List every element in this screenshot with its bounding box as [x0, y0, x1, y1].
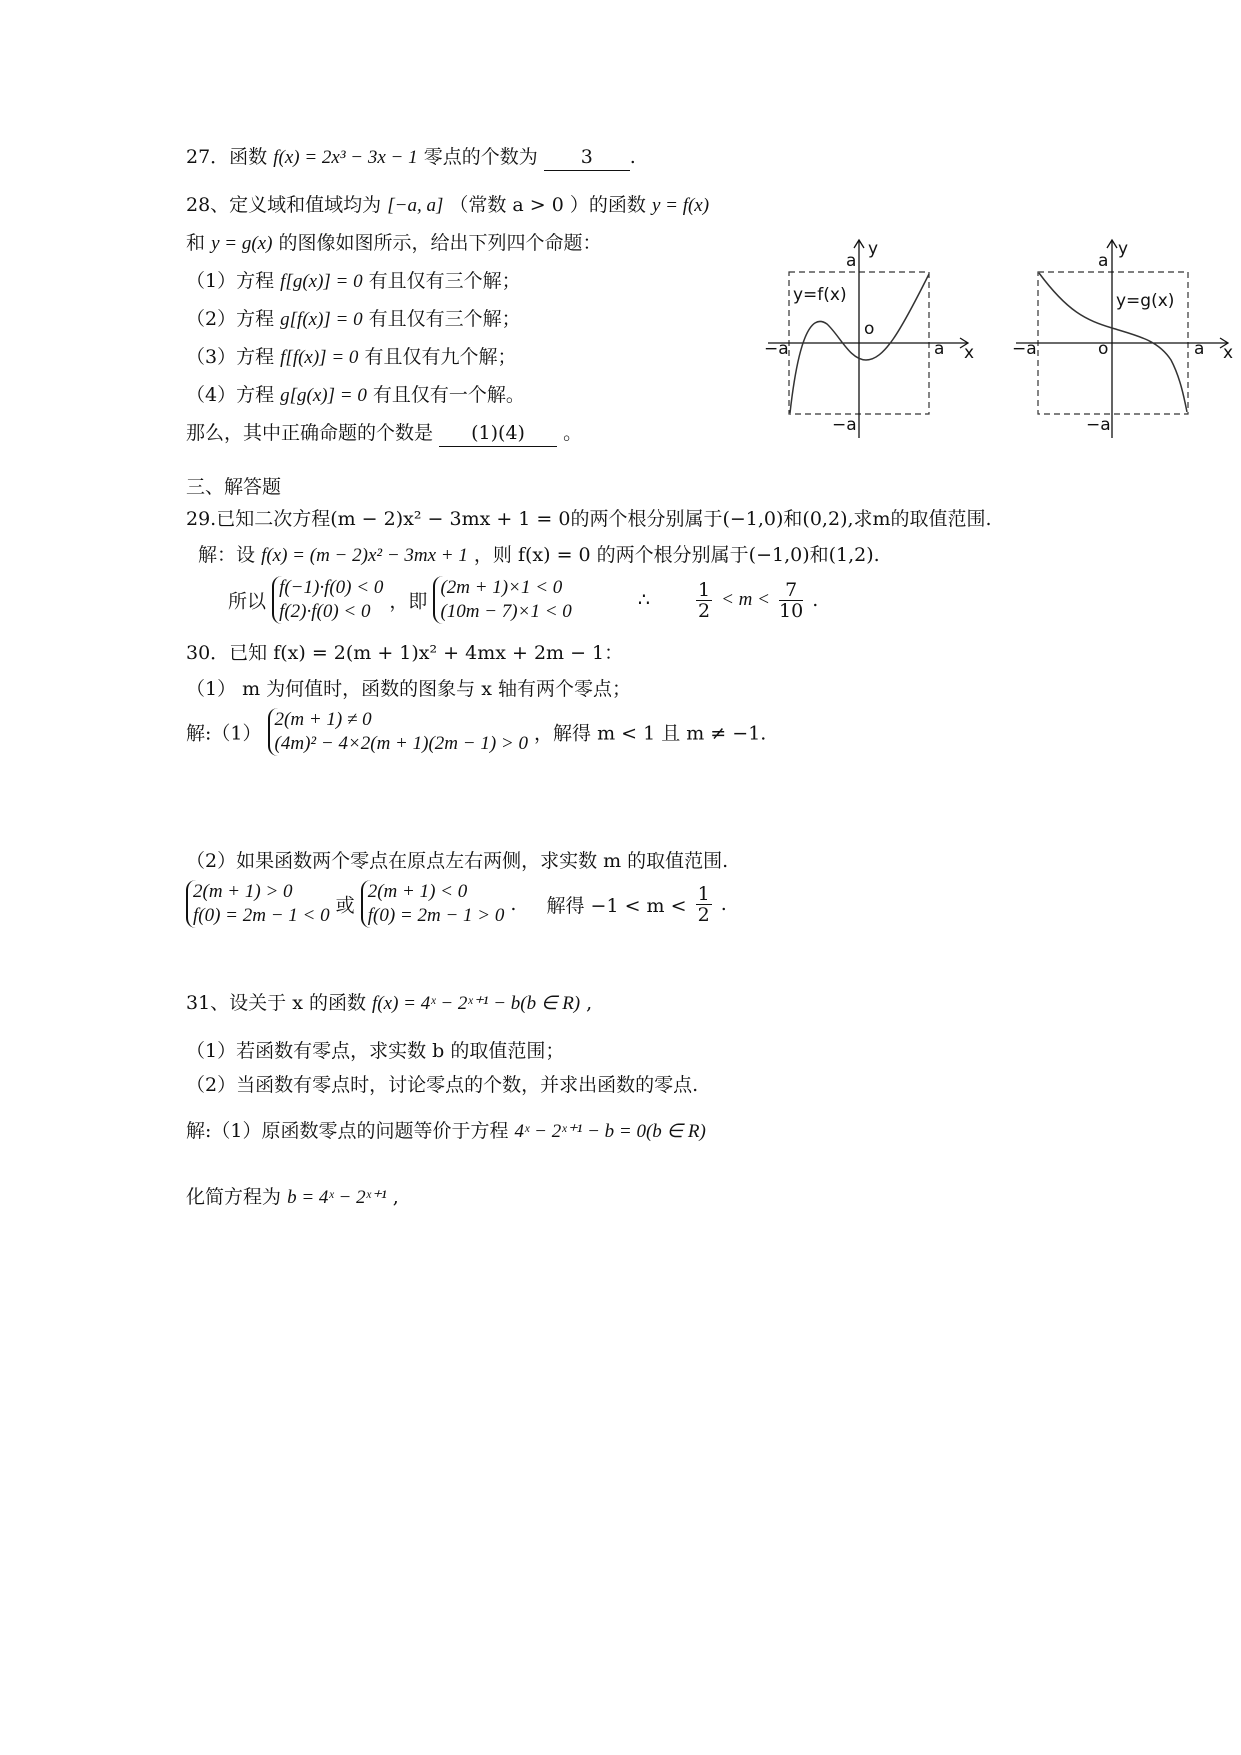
q27-number: 27．函数 — [186, 146, 268, 168]
frac-denominator: 2 — [697, 599, 711, 622]
graph-f-label-a-x: a — [934, 339, 945, 359]
q30-part1: （1） m 为何值时，函数的图象与 x 轴有两个零点； — [186, 678, 631, 700]
q28-end: 。 — [563, 422, 583, 444]
q30-sol2-or: 或 — [335, 894, 355, 917]
graph-g-label-a-top: a — [1098, 251, 1109, 271]
q29-system — [228, 576, 818, 624]
prop-text: 有且仅有九个解； — [364, 346, 517, 368]
section-heading: 三、解答题 — [186, 476, 282, 498]
q29-res-mid: < m < — [721, 589, 770, 610]
q27-answer: 3 — [544, 144, 630, 171]
q28-func-f: y = f(x) — [651, 195, 710, 216]
prop-equation: f[f(x)] = 0 — [280, 347, 359, 368]
graph-g-label-a-x: a — [1194, 339, 1205, 359]
graph-f-label-origin: o — [864, 319, 875, 339]
q31-sol2 — [186, 1184, 399, 1211]
system-row: 2(m + 1) < 0 — [367, 881, 468, 902]
q29-sys-sep: ，即 — [389, 590, 428, 613]
q28-intro: 28、定义域和值域均为 — [186, 194, 382, 216]
graph-g-label-x: x — [1223, 343, 1234, 363]
q28-answer: (1)(4) — [439, 420, 557, 447]
system-row: f(2)·f(0) < 0 — [279, 601, 371, 622]
q28-conclusion — [186, 420, 582, 447]
q31-question — [186, 990, 592, 1017]
graph-g-label-y: y — [1118, 239, 1129, 259]
system-row: (2m + 1)×1 < 0 — [440, 577, 563, 598]
q29-solution — [198, 542, 880, 569]
graph-f-label-a-top: a — [846, 251, 857, 271]
frac-numerator: 1 — [697, 882, 710, 905]
q30-sol1-system — [268, 708, 528, 756]
q30-sol1-result: ，解得 m < 1 且 m ≠ −1. — [534, 722, 767, 745]
q30-sol1-label: 解:（1） — [186, 722, 262, 745]
therefore-symbol: ∴ — [637, 589, 650, 611]
graph-g-label-neg-a-x: −a — [1012, 339, 1037, 359]
frac-denominator: 10 — [779, 599, 804, 622]
q31-sol1-formula: 4ˣ − 2ˣ⁺¹ − b = 0(b ∈ R) — [514, 1121, 706, 1142]
graph-f-label-neg-a-x: −a — [764, 339, 789, 359]
q28-conclusion-text: 那么，其中正确命题的个数是 — [186, 422, 434, 444]
q28-prop-1 — [186, 268, 521, 295]
frac-denominator: 2 — [697, 903, 710, 926]
q31-sol1-text: 解:（1）原函数零点的问题等价于方程 — [186, 1120, 509, 1142]
prop-text: 有且仅有三个解； — [368, 270, 521, 292]
q29-sol-formula: f(x) = (m − 2)x² − 3mx + 1 — [261, 545, 468, 566]
system-row: f(0) = 2m − 1 < 0 — [193, 905, 330, 926]
q28-intro-b: （常数 a > 0 ）的函数 — [449, 194, 646, 216]
q28-line1 — [186, 192, 709, 219]
q30-sol2-system-2 — [361, 880, 505, 928]
graph-g-label-origin: o — [1098, 339, 1109, 359]
system-row: 2(m + 1) > 0 — [193, 881, 293, 902]
q28-prop-4 — [186, 382, 525, 409]
q29-question: 29.已知二次方程(m − 2)x² − 3mx + 1 = 0的两个根分别属于(−1,0)和(0,2),求m的取值范围. — [186, 508, 992, 530]
q29-sys-label: 所以 — [228, 590, 267, 613]
q28-and: 和 — [186, 232, 206, 254]
graph-f-label-y: y — [868, 239, 879, 259]
q27-line: 27．函数 f(x) = 2x³ − 3x − 1 零点的个数为 3 . — [186, 144, 636, 171]
frac-numerator: 7 — [779, 580, 803, 601]
graph-g-label-neg-a-y: −a — [1086, 415, 1111, 435]
prop-equation: f[g(x)] = 0 — [280, 271, 363, 292]
q28-prop-3 — [186, 344, 516, 371]
prop-text: 有且仅有三个解； — [368, 308, 521, 330]
q30-sol2-system-1 — [186, 880, 330, 928]
graph-g-label-func: y=g(x) — [1116, 291, 1175, 311]
q31-sol2-text: 化简方程为 — [186, 1186, 282, 1208]
q30-sol2-result: 解得 −1 < m < — [546, 894, 687, 917]
prop-label: （4）方程 — [186, 384, 275, 406]
q29-res-end: . — [812, 589, 819, 611]
q31-sol2-formula: b = 4ˣ − 2ˣ⁺¹ — [287, 1187, 387, 1208]
q31-part1: （1）若函数有零点，求实数 b 的取值范围； — [186, 1040, 565, 1062]
graph-f — [760, 232, 980, 444]
q28-line2 — [186, 230, 601, 257]
prop-label: （1）方程 — [186, 270, 275, 292]
q27-formula: f(x) = 2x³ − 3x − 1 — [273, 147, 418, 168]
system-row: (10m − 7)×1 < 0 — [440, 601, 572, 622]
prop-label: （2）方程 — [186, 308, 275, 330]
q29-sol-text: ，则 f(x) = 0 的两个根分别属于(−1,0)和(1,2). — [473, 544, 880, 566]
system-row: (4m)² − 4×2(m + 1)(2m − 1) > 0 — [274, 733, 528, 754]
q30-part2: （2）如果函数两个零点在原点左右两侧，求实数 m 的取值范围. — [186, 850, 729, 872]
q30-sol2-frac — [696, 884, 712, 925]
graph-f-label-x: x — [964, 343, 975, 363]
graph-f-label-func: y=f(x) — [793, 285, 847, 305]
q30-sol2-end: . — [720, 893, 727, 915]
q30-sol2 — [186, 880, 727, 928]
system-row: f(−1)·f(0) < 0 — [279, 577, 384, 598]
q31-sol2-end: , — [392, 1186, 399, 1208]
q29-system-2 — [433, 576, 571, 624]
q31-part2: （2）当函数有零点时，讨论零点的个数，并求出函数的零点. — [186, 1074, 699, 1096]
prop-text: 有且仅有一个解。 — [372, 384, 525, 406]
q30-sol2-dot: . — [510, 893, 517, 915]
prop-equation: g[f(x)] = 0 — [280, 309, 363, 330]
q30-sol1 — [186, 708, 766, 756]
q29-frac-2 — [779, 580, 803, 621]
frac-numerator: 1 — [697, 578, 711, 601]
q31-question-formula: f(x) = 4ˣ − 2ˣ⁺¹ − b(b ∈ R) — [372, 993, 581, 1014]
q28-interval: [−a, a] — [387, 195, 444, 216]
q28-prop-2 — [186, 306, 521, 333]
q28-intro-c: 的图像如图所示，给出下列四个命题： — [278, 232, 602, 254]
q30-question: 30．已知 f(x) = 2(m + 1)x² + 4mx + 2m − 1： — [186, 642, 624, 664]
prop-label: （3）方程 — [186, 346, 275, 368]
q29-sol-label: 解：设 — [198, 544, 256, 566]
q29-frac-1 — [696, 580, 712, 621]
q31-question-end: , — [586, 992, 593, 1014]
system-row: f(0) = 2m − 1 > 0 — [367, 905, 505, 926]
q27-text: 零点的个数为 — [423, 146, 538, 168]
q31-question-text: 31、设关于 x 的函数 — [186, 992, 366, 1014]
graph-f-label-neg-a-y: −a — [832, 415, 857, 435]
q29-system-1 — [272, 576, 383, 624]
q31-sol1 — [186, 1118, 706, 1145]
prop-equation: g[g(x)] = 0 — [280, 385, 367, 406]
system-row: 2(m + 1) ≠ 0 — [274, 709, 372, 730]
graph-g — [1008, 232, 1238, 444]
q28-func-g: y = g(x) — [211, 233, 273, 254]
